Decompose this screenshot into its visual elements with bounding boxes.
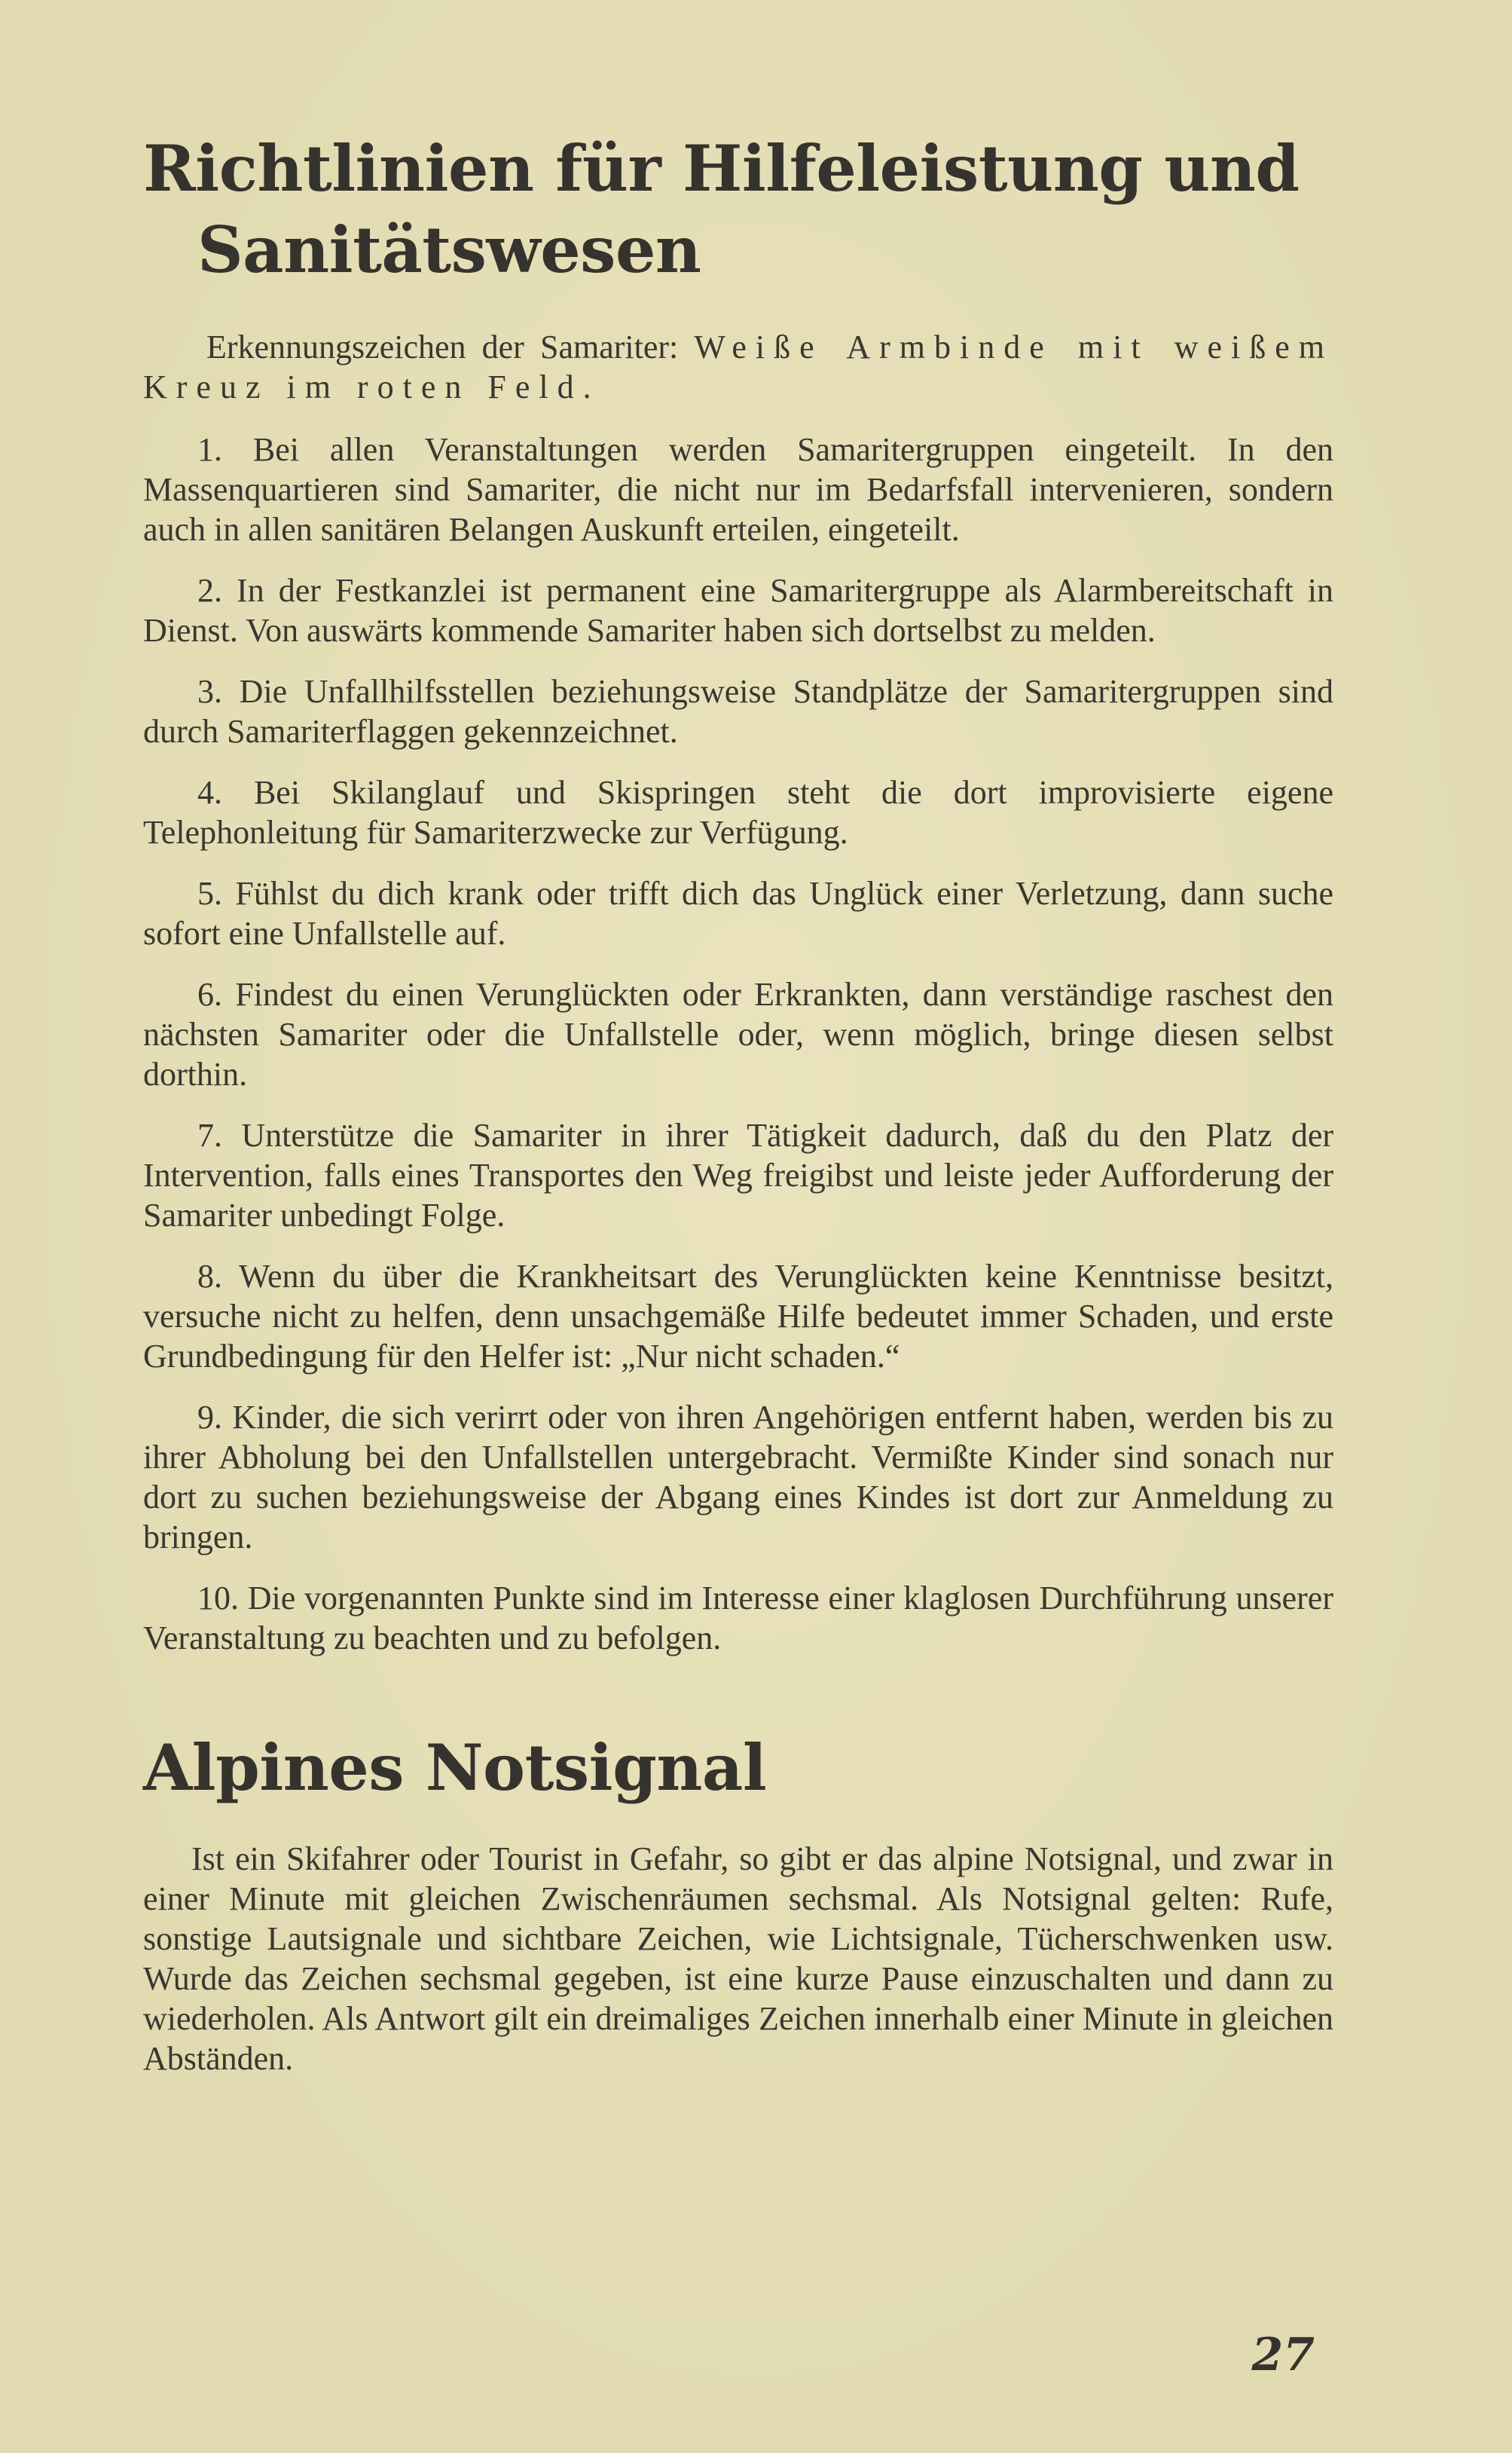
guideline-item-8: 8. Wenn du über die Krankheitsart des Verunglückten keine Kenntnisse besitzt, versuche nicht zu helfen, denn unsachgemäße Hilfe bedeutet immer Schaden, und erste Grundbedingung für den Helfer ist: „Nur nicht schaden.“ [143,1258,1333,1375]
guideline-item-1: 1. Bei allen Veranstaltungen werden Samaritergruppen eingeteilt. In den Massenquartieren sind Samariter, die nicht nur im Bedarfsfall intervenieren, sondern auch in allen sanitären Belangen Auskunft erteilen, eingeteilt. [143,431,1333,548]
guideline-item-3: 3. Die Unfallhilfsstellen beziehungsweise Standplätze der Samaritergruppen sind durch Samariterflaggen gekennzeichnet. [143,673,1333,750]
page-number: 27 [1251,2329,1315,2381]
guideline-item-9: 9. Kinder, die sich verirrt oder von ihren Angehörigen entfernt haben, werden bis zu ihrer Abholung bei den Unfallstellen untergebracht. Vermißte Kinder sind sonach nur dort zu suchen beziehungsweise der Abgang eines Kindes ist dort zur Anmeldung zu bringen. [143,1399,1333,1555]
title-line-1: Richtlinien für Hilfeleistung und [143,131,1300,206]
title-line-2: Sanitätswesen [197,213,701,287]
notsignal-paragraph: Ist ein Skifahrer oder Tourist in Gefahr, so gibt er das alpine Notsignal, und zwar in einer Minute mit gleichen Zwischenräumen sechsmal. Als Notsignal gelten: Rufe, sonstige Lautsignale und sichtbare Zeichen, wie Lichtsignale, Tücherschwenken usw. Wurde das Zeichen sechsmal gegeben, ist eine kurze Pause einzuschalten und dann zu wiederholen. Als Antwort gilt ein dreimaliges Zeichen innerhalb einer Minute in gleichen Abständen. [143,1840,1333,2077]
intro-prefix: Erkennungszeichen der Samariter: [206,329,679,366]
guideline-item-4: 4. Bei Skilanglauf und Skispringen steht die dort improvisierte eigene Telephonleitung für Samariterzwecke zur Verfügung. [143,774,1333,851]
guideline-item-6: 6. Findest du einen Verunglückten oder Erkrankten, dann verständige raschest den nächsten Samariter oder die Unfallstelle oder, wenn möglich, bringe diesen selbst dorthin. [143,976,1333,1093]
page-content [143,128,1333,2078]
guideline-item-7: 7. Unterstütze die Samariter in ihrer Tätigkeit dadurch, daß du den Platz der Intervention, falls eines Transportes den Weg freigibst und leiste jeder Aufforderung der Samariter unbedingt Folge. [143,1117,1333,1234]
guideline-item-10: 10. Die vorgenannten Punkte sind im Interesse einer klaglosen Durchführung unserer Veranstaltung zu beachten und zu befolgen. [143,1580,1333,1656]
guideline-item-5: 5. Fühlst du dich krank oder trifft dich das Unglück einer Verletzung, dann suche sofort eine Unfallstelle auf. [143,875,1333,952]
intro-emphasis: Weiße Armbinde mit weißem Kreuz im roten Feld. [143,329,1333,405]
section-title-hilfeleistung [143,128,1333,291]
section-title-notsignal: Alpines Notsignal [143,1730,767,1805]
identification-note [143,327,1333,407]
guideline-item-2: 2. In der Festkanzlei ist permanent eine Samaritergruppe als Alarmbereitschaft in Dienst. Von auswärts kommende Samariter haben sich dortselbst zu melden. [143,572,1333,649]
guideline-list [143,430,1333,1658]
